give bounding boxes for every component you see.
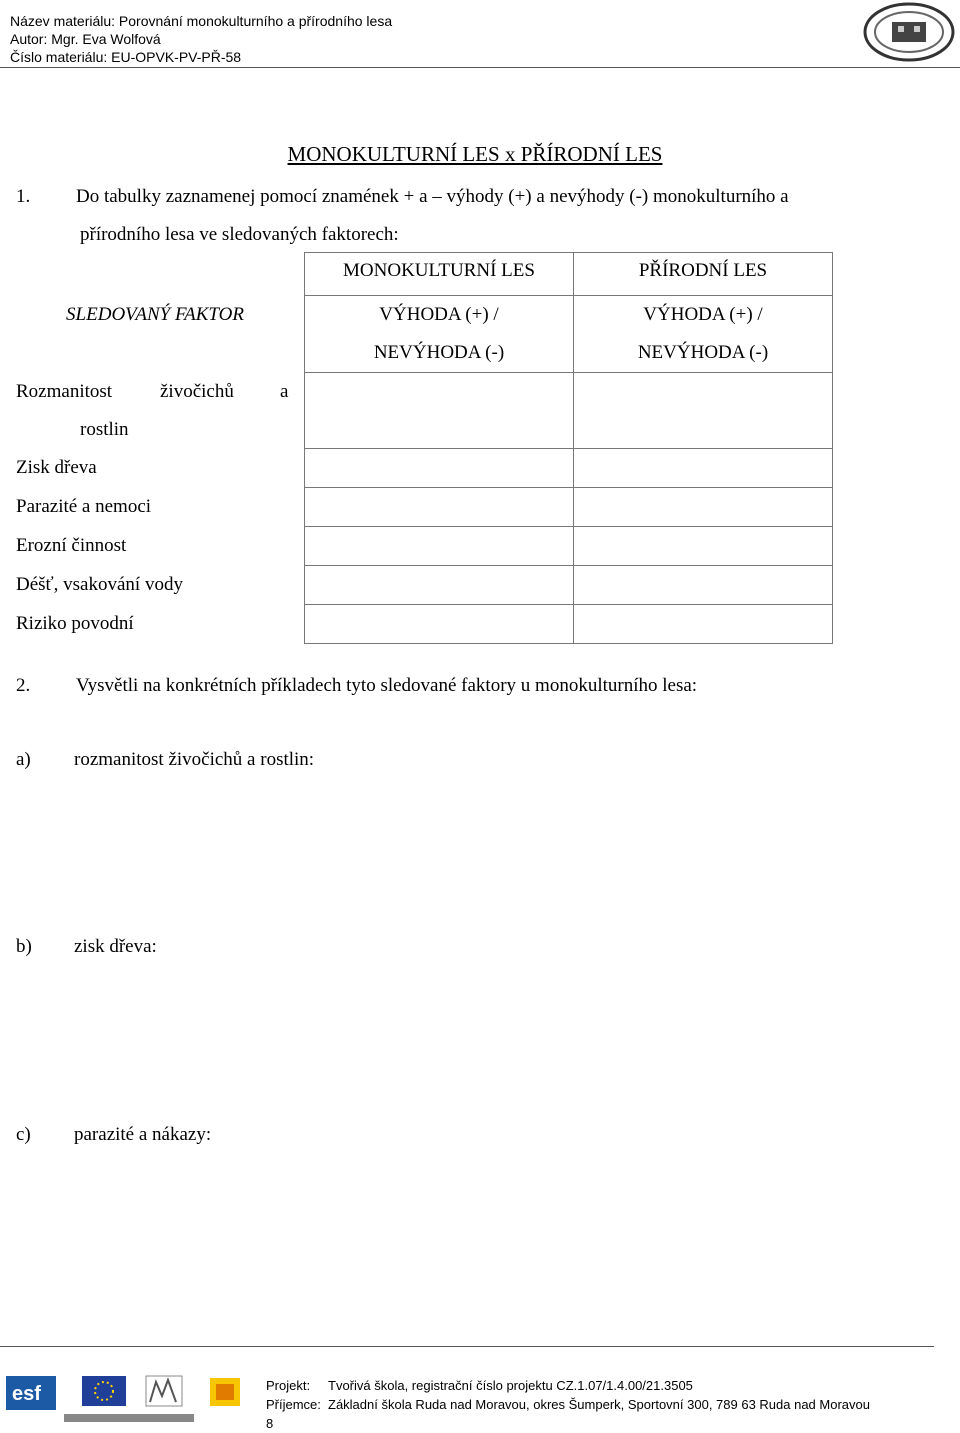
task-1-text-line2: přírodního lesa ve sledovaných faktorech: xyxy=(80,224,399,245)
task-1-number: 1. xyxy=(16,186,31,207)
factor-row-label: Riziko povodní xyxy=(16,612,134,634)
factor-row-label: Parazité a nemoci xyxy=(16,495,152,517)
monoculture-cell[interactable] xyxy=(305,605,574,644)
eu-funding-logos-icon xyxy=(0,1372,260,1428)
col-monoculture-heading: MONOKULTURNÍ LES xyxy=(305,253,574,296)
footer-project-label: Projekt: xyxy=(266,1378,311,1393)
task-1-text-line1: Do tabulky zaznamenej pomocí znamének + a – výhody (+) a nevýhody (-) monokulturního a xyxy=(76,186,789,207)
footer-recipient-value: Základní škola Ruda nad Moravou, okres Šumperk, Sportovní 300, 789 63 Ruda nad Moravou xyxy=(328,1397,870,1412)
monoculture-cell[interactable] xyxy=(305,527,574,566)
factor-row-label: Erozní činnost xyxy=(16,534,127,556)
footer xyxy=(266,1376,870,1433)
natural-cell[interactable] xyxy=(574,566,833,605)
natural-cell[interactable] xyxy=(574,373,833,449)
natural-cell[interactable] xyxy=(574,449,833,488)
natural-cell[interactable] xyxy=(574,488,833,527)
col-monoculture-subheading: VÝHODA (+) / NEVÝHODA (-) xyxy=(305,296,574,373)
monoculture-cell[interactable] xyxy=(305,449,574,488)
material-number: Číslo materiálu: EU-OPVK-PV-PŘ-58 xyxy=(10,49,242,65)
task-2-text: Vysvětli na konkrétních příkladech tyto sledované faktory u monokulturního lesa: xyxy=(76,675,698,696)
col-natural-subheading: VÝHODA (+) / NEVÝHODA (-) xyxy=(574,296,833,373)
svg-text:esf: esf xyxy=(12,1383,41,1405)
school-logo-icon xyxy=(862,2,956,64)
factor-heading: SLEDOVANÝ FAKTOR xyxy=(66,303,244,325)
natural-cell[interactable] xyxy=(574,527,833,566)
monoculture-cell[interactable] xyxy=(305,566,574,605)
factor-row-label: Rozmanitost živočichů a rostlin xyxy=(16,380,289,440)
factor-table xyxy=(6,252,833,644)
material-name: Název materiálu: Porovnání monokulturního a přírodního lesa xyxy=(10,13,393,29)
header-rule xyxy=(0,67,960,68)
factor-row-label: Déšť, vsakování vody xyxy=(16,573,183,595)
author: Autor: Mgr. Eva Wolfová xyxy=(10,31,161,47)
footer-recipient-label: Příjemce: xyxy=(266,1397,321,1412)
monoculture-cell[interactable] xyxy=(305,488,574,527)
document-header xyxy=(10,12,392,66)
task-2-number: 2. xyxy=(16,675,31,696)
natural-cell[interactable] xyxy=(574,605,833,644)
page-number: 8 xyxy=(266,1416,274,1431)
page-title: MONOKULTURNÍ LES x PŘÍRODNÍ LES xyxy=(287,142,663,166)
monoculture-cell[interactable] xyxy=(305,373,574,449)
footer-project-value: Tvořivá škola, registrační číslo projektu CZ.1.07/1.4.00/21.3505 xyxy=(328,1378,693,1393)
factor-row-label: Zisk dřeva xyxy=(16,456,97,478)
col-natural-heading: PŘÍRODNÍ LES xyxy=(574,253,833,296)
footer-rule xyxy=(0,1346,934,1347)
